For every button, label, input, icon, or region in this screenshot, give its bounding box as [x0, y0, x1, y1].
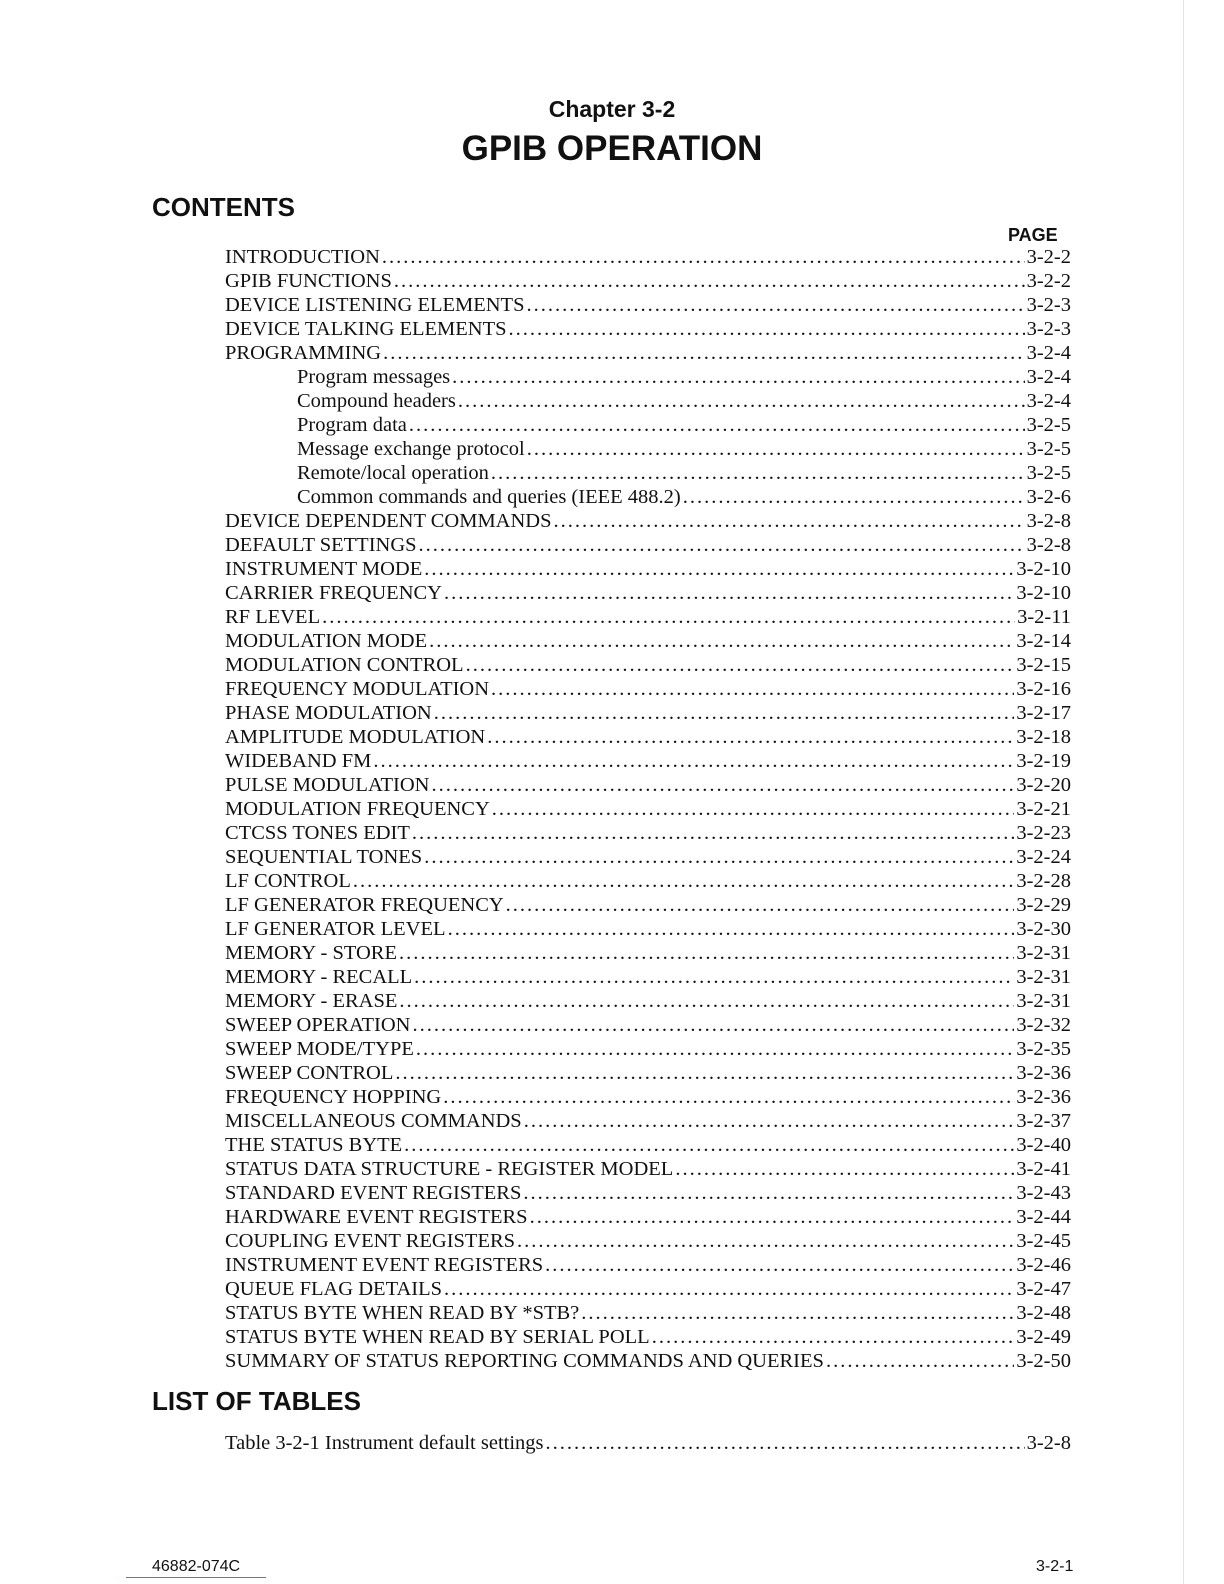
toc-entry-title: MODULATION FREQUENCY — [225, 798, 490, 820]
toc-entry-title: Table 3-2-1 Instrument default settings — [225, 1432, 544, 1454]
toc-entry-title: LF CONTROL — [225, 870, 351, 892]
toc-entry-page: 3-2-17 — [1016, 702, 1071, 724]
toc-entry — [225, 1085, 1071, 1109]
toc-entry-page: 3-2-16 — [1016, 678, 1071, 700]
toc-entry-title: FREQUENCY MODULATION — [225, 678, 490, 700]
toc-entry — [225, 1061, 1071, 1085]
toc-entry-title: SEQUENTIAL TONES — [225, 846, 423, 868]
toc-entry-title: SWEEP OPERATION — [225, 1014, 411, 1036]
toc-entry — [225, 1229, 1071, 1253]
toc-dot-leader — [517, 1229, 1014, 1253]
toc-dot-leader — [443, 1085, 1014, 1109]
toc-entry — [225, 1301, 1071, 1325]
toc-entry-page: 3-2-4 — [1026, 390, 1071, 412]
toc-entry-page: 3-2-40 — [1016, 1134, 1071, 1156]
toc-entry-title: MEMORY - ERASE — [225, 990, 398, 1012]
toc-dot-leader — [412, 821, 1014, 845]
toc-entry — [225, 797, 1071, 821]
toc-dot-leader — [675, 1157, 1014, 1181]
toc-dot-leader — [444, 581, 1014, 605]
toc-entry-page: 3-2-44 — [1016, 1206, 1071, 1228]
toc-entry-title: MODULATION MODE — [225, 630, 428, 652]
toc-entry-title: SWEEP MODE/TYPE — [225, 1038, 414, 1060]
toc-entry — [225, 725, 1071, 749]
toc-entry-page: 3-2-31 — [1016, 990, 1071, 1012]
toc-entry-page: 3-2-49 — [1016, 1326, 1071, 1348]
toc-dot-leader — [444, 1277, 1014, 1301]
toc-entry-title: PROGRAMMING — [225, 342, 382, 364]
toc-dot-leader — [466, 653, 1015, 677]
toc-entry — [225, 1349, 1071, 1373]
toc-entry-page: 3-2-14 — [1016, 630, 1071, 652]
toc-entry-title: INSTRUMENT EVENT REGISTERS — [225, 1254, 544, 1276]
toc-entry-page: 3-2-30 — [1016, 918, 1071, 940]
toc-dot-leader — [404, 1133, 1014, 1157]
toc-entry-page: 3-2-31 — [1016, 966, 1071, 988]
toc-entry-title: LF GENERATOR FREQUENCY — [225, 894, 504, 916]
chapter-label: Chapter 3-2 — [548, 96, 676, 122]
toc-dot-leader — [491, 677, 1014, 701]
toc-entry-title: Program messages — [297, 366, 451, 388]
toc-dot-leader — [545, 1253, 1014, 1277]
toc-entry-title: DEVICE TALKING ELEMENTS — [225, 318, 507, 340]
toc-dot-leader — [523, 1181, 1014, 1205]
toc-entry — [225, 245, 1071, 269]
toc-entry — [225, 605, 1071, 629]
toc-entry-page: 3-2-36 — [1016, 1086, 1071, 1108]
toc-entry — [225, 677, 1071, 701]
toc-entry-title: DEFAULT SETTINGS — [225, 534, 417, 556]
toc-entry-title: Common commands and queries (IEEE 488.2) — [297, 486, 681, 508]
toc-entry — [225, 821, 1071, 845]
toc-entry — [225, 509, 1071, 533]
toc-dot-leader — [395, 1061, 1014, 1085]
toc-dot-leader — [383, 341, 1025, 365]
toc-entry-title: Remote/local operation — [297, 462, 489, 484]
toc-entry-page: 3-2-8 — [1026, 1432, 1071, 1454]
toc-entry-page: 3-2-6 — [1026, 486, 1071, 508]
toc-dot-leader — [424, 557, 1014, 581]
toc-entry-page: 3-2-3 — [1026, 318, 1071, 340]
toc-dot-leader — [373, 749, 1014, 773]
toc-entry-page: 3-2-10 — [1016, 558, 1071, 580]
toc-dot-leader — [826, 1349, 1014, 1373]
toc-entry-page: 3-2-37 — [1016, 1110, 1071, 1132]
toc-dot-leader — [414, 965, 1014, 989]
toc-dot-leader — [546, 1431, 1025, 1455]
toc-entry — [225, 533, 1071, 557]
toc-dot-leader — [353, 869, 1014, 893]
toc-dot-leader — [322, 605, 1015, 629]
toc-entry — [225, 1133, 1071, 1157]
toc-dot-leader — [530, 1205, 1015, 1229]
list-of-tables-heading: LIST OF TABLES — [152, 1386, 361, 1416]
toc-entry — [225, 701, 1071, 725]
toc-entry-page: 3-2-23 — [1016, 822, 1071, 844]
toc-dot-leader — [492, 797, 1015, 821]
toc-entry-title: INSTRUMENT MODE — [225, 558, 423, 580]
toc-entry — [225, 581, 1071, 605]
toc-entry-title: SUMMARY OF STATUS REPORTING COMMANDS AND QUERIES — [225, 1350, 824, 1372]
toc-entry — [225, 365, 1071, 389]
document-number: 46882-074C — [152, 1558, 241, 1575]
page-edge-line — [1183, 0, 1184, 1584]
toc-entry-title: MEMORY - STORE — [225, 942, 397, 964]
toc-entry-title: HARDWARE EVENT REGISTERS — [225, 1206, 528, 1228]
toc-entry — [225, 941, 1071, 965]
toc-entry-page: 3-2-15 — [1016, 654, 1071, 676]
toc-entry-title: WIDEBAND FM — [225, 750, 372, 772]
toc-entry-page: 3-2-35 — [1016, 1038, 1071, 1060]
toc-dot-leader — [434, 701, 1015, 725]
toc-entry — [225, 917, 1071, 941]
toc-entry-title: SWEEP CONTROL — [225, 1062, 394, 1084]
toc-entry-page: 3-2-28 — [1016, 870, 1071, 892]
toc-entry-title: GPIB FUNCTIONS — [225, 270, 392, 292]
toc-entry-page: 3-2-29 — [1016, 894, 1071, 916]
toc-entry-page: 3-2-50 — [1016, 1350, 1071, 1372]
toc-dot-leader — [416, 1037, 1014, 1061]
toc-entry — [225, 989, 1071, 1013]
toc-entry-page: 3-2-8 — [1026, 534, 1071, 556]
toc-entry — [225, 269, 1071, 293]
page-title: GPIB OPERATION — [461, 129, 763, 168]
toc-entry-title: FREQUENCY HOPPING — [225, 1086, 442, 1108]
toc-entry-page: 3-2-31 — [1016, 942, 1071, 964]
toc-entry — [225, 293, 1071, 317]
toc-entry-page: 3-2-43 — [1016, 1182, 1071, 1204]
toc-entry-page: 3-2-5 — [1026, 414, 1071, 436]
toc-dot-leader — [524, 1109, 1015, 1133]
toc-entry-page: 3-2-48 — [1016, 1302, 1071, 1324]
toc-entry-page: 3-2-10 — [1016, 582, 1071, 604]
toc-dot-leader — [448, 917, 1015, 941]
toc-dot-leader — [491, 461, 1025, 485]
toc-dot-leader — [652, 1325, 1015, 1349]
toc-entry — [225, 1277, 1071, 1301]
toc-dot-leader — [581, 1301, 1014, 1325]
contents-list — [225, 245, 1071, 1373]
toc-entry — [225, 629, 1071, 653]
toc-entry — [225, 1157, 1071, 1181]
footer-underline — [126, 1577, 266, 1578]
toc-entry-title: COUPLING EVENT REGISTERS — [225, 1230, 516, 1252]
toc-entry — [225, 1181, 1071, 1205]
toc-entry-title: RF LEVEL — [225, 606, 321, 628]
toc-entry-title: CTCSS TONES EDIT — [225, 822, 410, 844]
toc-entry — [225, 965, 1071, 989]
toc-entry-title: Compound headers — [297, 390, 456, 412]
toc-entry-page: 3-2-21 — [1016, 798, 1071, 820]
toc-entry-page: 3-2-47 — [1016, 1278, 1071, 1300]
toc-entry-title: DEVICE LISTENING ELEMENTS — [225, 294, 525, 316]
toc-entry — [225, 341, 1071, 365]
toc-entry-title: INTRODUCTION — [225, 246, 380, 268]
toc-dot-leader — [683, 485, 1025, 509]
toc-entry-title: MEMORY - RECALL — [225, 966, 413, 988]
toc-entry-title: MISCELLANEOUS COMMANDS — [225, 1110, 522, 1132]
toc-entry — [225, 1253, 1071, 1277]
toc-entry — [225, 1431, 1071, 1455]
toc-entry-page: 3-2-5 — [1026, 438, 1071, 460]
toc-dot-leader — [526, 293, 1024, 317]
toc-entry — [225, 773, 1071, 797]
toc-entry — [225, 845, 1071, 869]
toc-entry-page: 3-2-41 — [1016, 1158, 1071, 1180]
toc-entry — [225, 1013, 1071, 1037]
toc-dot-leader — [452, 365, 1024, 389]
toc-dot-leader — [554, 509, 1025, 533]
toc-entry-title: STATUS BYTE WHEN READ BY *STB? — [225, 1302, 580, 1324]
toc-entry — [225, 389, 1071, 413]
toc-entry-page: 3-2-24 — [1016, 846, 1071, 868]
toc-entry — [225, 869, 1071, 893]
toc-entry-page: 3-2-18 — [1016, 726, 1071, 748]
toc-entry — [225, 485, 1071, 509]
toc-entry-title: Program data — [297, 414, 407, 436]
toc-dot-leader — [412, 1013, 1014, 1037]
toc-entry-title: LF GENERATOR LEVEL — [225, 918, 446, 940]
toc-dot-leader — [506, 893, 1015, 917]
toc-entry-page: 3-2-19 — [1016, 750, 1071, 772]
toc-entry — [225, 1205, 1071, 1229]
toc-dot-leader — [431, 773, 1014, 797]
toc-dot-leader — [424, 845, 1014, 869]
toc-entry-page: 3-2-2 — [1026, 270, 1071, 292]
toc-entry-title: Message exchange protocol — [297, 438, 525, 460]
toc-entry-page: 3-2-2 — [1026, 246, 1071, 268]
toc-entry-page: 3-2-45 — [1016, 1230, 1071, 1252]
toc-entry-title: THE STATUS BYTE — [225, 1134, 403, 1156]
toc-dot-leader — [399, 989, 1014, 1013]
toc-dot-leader — [458, 389, 1025, 413]
toc-entry-page: 3-2-20 — [1016, 774, 1071, 796]
toc-dot-leader — [409, 413, 1025, 437]
toc-entry-title: MODULATION CONTROL — [225, 654, 464, 676]
toc-entry — [225, 317, 1071, 341]
toc-entry-page: 3-2-3 — [1026, 294, 1071, 316]
toc-entry — [225, 437, 1071, 461]
toc-dot-leader — [382, 245, 1025, 269]
toc-entry-title: STANDARD EVENT REGISTERS — [225, 1182, 522, 1204]
toc-entry-page: 3-2-8 — [1026, 510, 1071, 532]
toc-entry — [225, 1325, 1071, 1349]
toc-entry — [225, 749, 1071, 773]
toc-entry — [225, 557, 1071, 581]
toc-entry-title: DEVICE DEPENDENT COMMANDS — [225, 510, 552, 532]
toc-dot-leader — [509, 317, 1025, 341]
contents-heading: CONTENTS — [152, 192, 295, 222]
toc-entry-title: AMPLITUDE MODULATION — [225, 726, 486, 748]
toc-entry-page: 3-2-4 — [1026, 366, 1071, 388]
toc-entry-page: 3-2-4 — [1026, 342, 1071, 364]
toc-entry-title: QUEUE FLAG DETAILS — [225, 1278, 443, 1300]
toc-entry — [225, 1109, 1071, 1133]
toc-entry-title: CARRIER FREQUENCY — [225, 582, 442, 604]
toc-entry-title: PHASE MODULATION — [225, 702, 432, 724]
toc-dot-leader — [399, 941, 1014, 965]
toc-entry-page: 3-2-11 — [1017, 606, 1071, 628]
toc-dot-leader — [487, 725, 1014, 749]
toc-entry-page: 3-2-32 — [1016, 1014, 1071, 1036]
tables-list — [225, 1431, 1071, 1455]
toc-entry-title: PULSE MODULATION — [225, 774, 430, 796]
page-number: 3-2-1 — [1036, 1558, 1074, 1575]
toc-entry — [225, 893, 1071, 917]
toc-entry — [225, 461, 1071, 485]
toc-dot-leader — [527, 437, 1025, 461]
toc-entry-page: 3-2-5 — [1026, 462, 1071, 484]
page-column-label: PAGE — [1008, 225, 1058, 245]
toc-entry — [225, 413, 1071, 437]
toc-dot-leader — [429, 629, 1014, 653]
toc-entry-title: STATUS DATA STRUCTURE - REGISTER MODEL — [225, 1158, 674, 1180]
toc-entry-page: 3-2-36 — [1016, 1062, 1071, 1084]
toc-entry-page: 3-2-46 — [1016, 1254, 1071, 1276]
toc-dot-leader — [419, 533, 1025, 557]
toc-entry — [225, 1037, 1071, 1061]
toc-entry — [225, 653, 1071, 677]
toc-entry-title: STATUS BYTE WHEN READ BY SERIAL POLL — [225, 1326, 650, 1348]
toc-dot-leader — [394, 269, 1025, 293]
